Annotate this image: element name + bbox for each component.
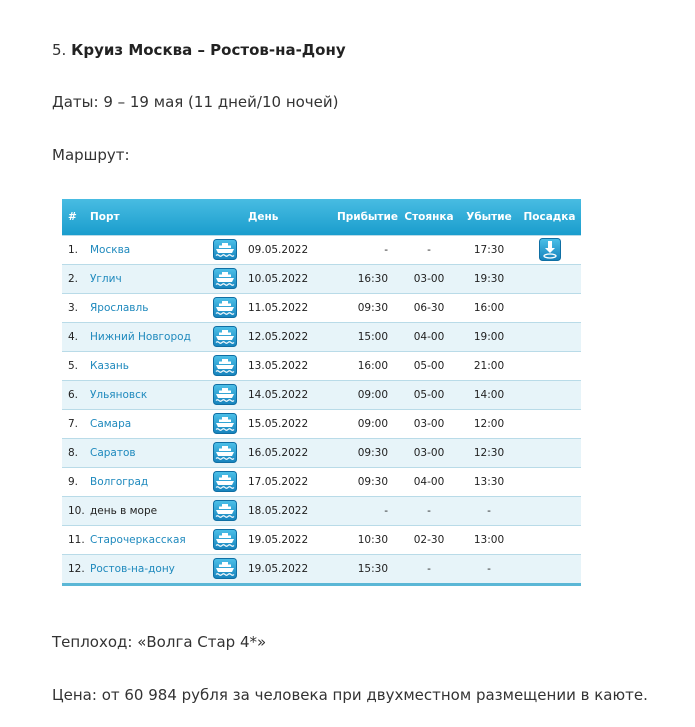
row-departure: 14:00 bbox=[473, 388, 505, 401]
row-ship-icon-cell bbox=[202, 351, 248, 380]
row-num: 8. bbox=[68, 446, 79, 459]
row-num: 10. bbox=[68, 504, 85, 517]
row-date: 15.05.2022 bbox=[248, 417, 309, 430]
table-row bbox=[62, 293, 581, 322]
ship-icon[interactable] bbox=[213, 355, 237, 376]
ship-icon[interactable] bbox=[213, 268, 237, 289]
ship-line: Теплоход: «Волга Стар 4*» bbox=[52, 633, 267, 651]
row-arrival: 15:30 bbox=[357, 562, 388, 575]
table-row bbox=[62, 467, 581, 496]
row-departure: 12:30 bbox=[473, 446, 505, 459]
row-boarding bbox=[518, 409, 581, 438]
row-stay: 04-00 bbox=[413, 330, 445, 343]
row-port-link[interactable]: Старочеркасская bbox=[90, 533, 186, 546]
row-departure: 16:00 bbox=[473, 301, 505, 314]
row-stay: 02-30 bbox=[413, 533, 445, 546]
row-departure: 13:30 bbox=[473, 475, 505, 488]
row-arrival: 09:00 bbox=[357, 388, 388, 401]
ship-icon[interactable] bbox=[213, 326, 237, 347]
table-row bbox=[62, 264, 581, 293]
route-table bbox=[62, 199, 581, 583]
row-stay: - bbox=[427, 504, 431, 517]
ship-icon[interactable] bbox=[213, 384, 237, 405]
row-num: 11. bbox=[68, 533, 85, 546]
row-port-link[interactable]: Волгоград bbox=[90, 475, 149, 488]
row-num: 1. bbox=[68, 243, 79, 256]
row-boarding bbox=[518, 554, 581, 583]
row-ship-icon-cell bbox=[202, 525, 248, 554]
row-stay: 05-00 bbox=[413, 359, 445, 372]
row-port-link[interactable]: Нижний Новгород bbox=[90, 330, 191, 343]
row-boarding bbox=[518, 467, 581, 496]
row-ship-icon-cell bbox=[202, 438, 248, 467]
table-row bbox=[62, 235, 581, 264]
row-port-link[interactable]: Ростов-на-дону bbox=[90, 562, 175, 575]
row-departure: 12:00 bbox=[473, 417, 505, 430]
row-stay: 03-00 bbox=[413, 417, 445, 430]
header-num: # bbox=[68, 210, 77, 223]
table-row bbox=[62, 351, 581, 380]
row-boarding bbox=[518, 525, 581, 554]
row-ship-icon-cell bbox=[202, 235, 248, 264]
row-departure: 19:30 bbox=[473, 272, 505, 285]
row-boarding bbox=[518, 293, 581, 322]
row-date: 12.05.2022 bbox=[248, 330, 309, 343]
ship-icon[interactable] bbox=[213, 500, 237, 521]
table-row bbox=[62, 438, 581, 467]
route-table-body bbox=[62, 235, 581, 583]
row-arrival: 09:30 bbox=[357, 446, 388, 459]
row-arrival: 09:00 bbox=[357, 417, 388, 430]
row-ship-icon-cell bbox=[202, 467, 248, 496]
ship-icon[interactable] bbox=[213, 558, 237, 579]
row-date: 17.05.2022 bbox=[248, 475, 309, 488]
row-boarding bbox=[518, 496, 581, 525]
row-port-link[interactable]: Казань bbox=[90, 359, 129, 372]
row-stay: 03-00 bbox=[413, 446, 445, 459]
row-departure: - bbox=[487, 562, 491, 575]
row-port-link[interactable]: Углич bbox=[90, 272, 122, 285]
row-arrival: 16:00 bbox=[357, 359, 388, 372]
row-ship-icon-cell bbox=[202, 496, 248, 525]
row-ship-icon-cell bbox=[202, 293, 248, 322]
table-row bbox=[62, 496, 581, 525]
cruise-name: Круиз Москва – Ростов-на-Дону bbox=[71, 41, 346, 59]
header-stay: Стоянка bbox=[404, 210, 454, 223]
boarding-arrow-icon[interactable] bbox=[539, 238, 561, 261]
row-date: 13.05.2022 bbox=[248, 359, 309, 372]
row-port-link[interactable]: Ульяновск bbox=[90, 388, 148, 401]
row-date: 16.05.2022 bbox=[248, 446, 309, 459]
row-arrival: 16:30 bbox=[357, 272, 388, 285]
row-num: 6. bbox=[68, 388, 79, 401]
row-arrival: 09:30 bbox=[357, 301, 388, 314]
row-boarding bbox=[518, 351, 581, 380]
row-arrival: 09:30 bbox=[357, 475, 388, 488]
row-stay: 05-00 bbox=[413, 388, 445, 401]
row-ship-icon-cell bbox=[202, 554, 248, 583]
ship-icon[interactable] bbox=[213, 239, 237, 260]
row-num: 4. bbox=[68, 330, 79, 343]
row-date: 14.05.2022 bbox=[248, 388, 309, 401]
row-date: 19.05.2022 bbox=[248, 533, 309, 546]
row-port-link[interactable]: Саратов bbox=[90, 446, 136, 459]
row-date: 10.05.2022 bbox=[248, 272, 309, 285]
row-ship-icon-cell bbox=[202, 264, 248, 293]
ship-icon[interactable] bbox=[213, 442, 237, 463]
row-departure: 21:00 bbox=[473, 359, 505, 372]
row-arrival: - bbox=[384, 243, 388, 256]
header-icon-spacer bbox=[202, 199, 248, 235]
table-row bbox=[62, 409, 581, 438]
cruise-title bbox=[52, 40, 346, 60]
row-num: 12. bbox=[68, 562, 85, 575]
price-line: Цена: от 60 984 рубля за человека при двухместном размещении в каюте. bbox=[52, 686, 648, 704]
row-date: 19.05.2022 bbox=[248, 562, 309, 575]
row-port-link[interactable]: Самара bbox=[90, 417, 132, 430]
row-num: 3. bbox=[68, 301, 79, 314]
row-arrival: 10:30 bbox=[357, 533, 388, 546]
table-row bbox=[62, 322, 581, 351]
row-date: 09.05.2022 bbox=[248, 243, 309, 256]
header-departure: Убытие bbox=[466, 210, 512, 223]
route-label: Маршрут: bbox=[52, 146, 130, 164]
header-boarding: Посадка bbox=[523, 210, 576, 223]
row-arrival: 15:00 bbox=[357, 330, 388, 343]
row-ship-icon-cell bbox=[202, 380, 248, 409]
row-port-link[interactable]: Москва bbox=[90, 243, 131, 256]
row-num: 9. bbox=[68, 475, 79, 488]
table-row bbox=[62, 525, 581, 554]
row-stay: 04-00 bbox=[413, 475, 445, 488]
row-num: 2. bbox=[68, 272, 79, 285]
table-header-row bbox=[62, 199, 581, 235]
row-boarding bbox=[518, 322, 581, 351]
row-port: день в море bbox=[90, 504, 158, 517]
row-departure: 13:00 bbox=[473, 533, 505, 546]
cruise-dates: Даты: 9 – 19 мая (11 дней/10 ночей) bbox=[52, 93, 339, 111]
table-row bbox=[62, 380, 581, 409]
cruise-number: 5. bbox=[52, 41, 67, 59]
row-stay: - bbox=[427, 562, 431, 575]
row-num: 7. bbox=[68, 417, 79, 430]
row-boarding bbox=[518, 380, 581, 409]
ship-icon[interactable] bbox=[213, 413, 237, 434]
row-port-link[interactable]: Ярославль bbox=[90, 301, 149, 314]
row-date: 18.05.2022 bbox=[248, 504, 309, 517]
ship-icon[interactable] bbox=[213, 471, 237, 492]
row-date: 11.05.2022 bbox=[248, 301, 309, 314]
row-departure: - bbox=[487, 504, 491, 517]
route-table-container bbox=[62, 199, 581, 586]
row-num: 5. bbox=[68, 359, 79, 372]
row-arrival: - bbox=[384, 504, 388, 517]
row-ship-icon-cell bbox=[202, 409, 248, 438]
row-boarding bbox=[518, 235, 581, 264]
header-port: Порт bbox=[90, 210, 120, 223]
row-boarding bbox=[518, 264, 581, 293]
row-ship-icon-cell bbox=[202, 322, 248, 351]
row-stay: 03-00 bbox=[413, 272, 445, 285]
ship-icon[interactable] bbox=[213, 297, 237, 318]
ship-icon[interactable] bbox=[213, 529, 237, 550]
row-departure: 19:00 bbox=[473, 330, 505, 343]
row-boarding bbox=[518, 438, 581, 467]
table-row bbox=[62, 554, 581, 583]
header-arrival: Прибытие bbox=[336, 210, 398, 223]
row-stay: 06-30 bbox=[413, 301, 445, 314]
row-departure: 17:30 bbox=[473, 243, 505, 256]
header-day: День bbox=[248, 210, 279, 223]
row-stay: - bbox=[427, 243, 431, 256]
